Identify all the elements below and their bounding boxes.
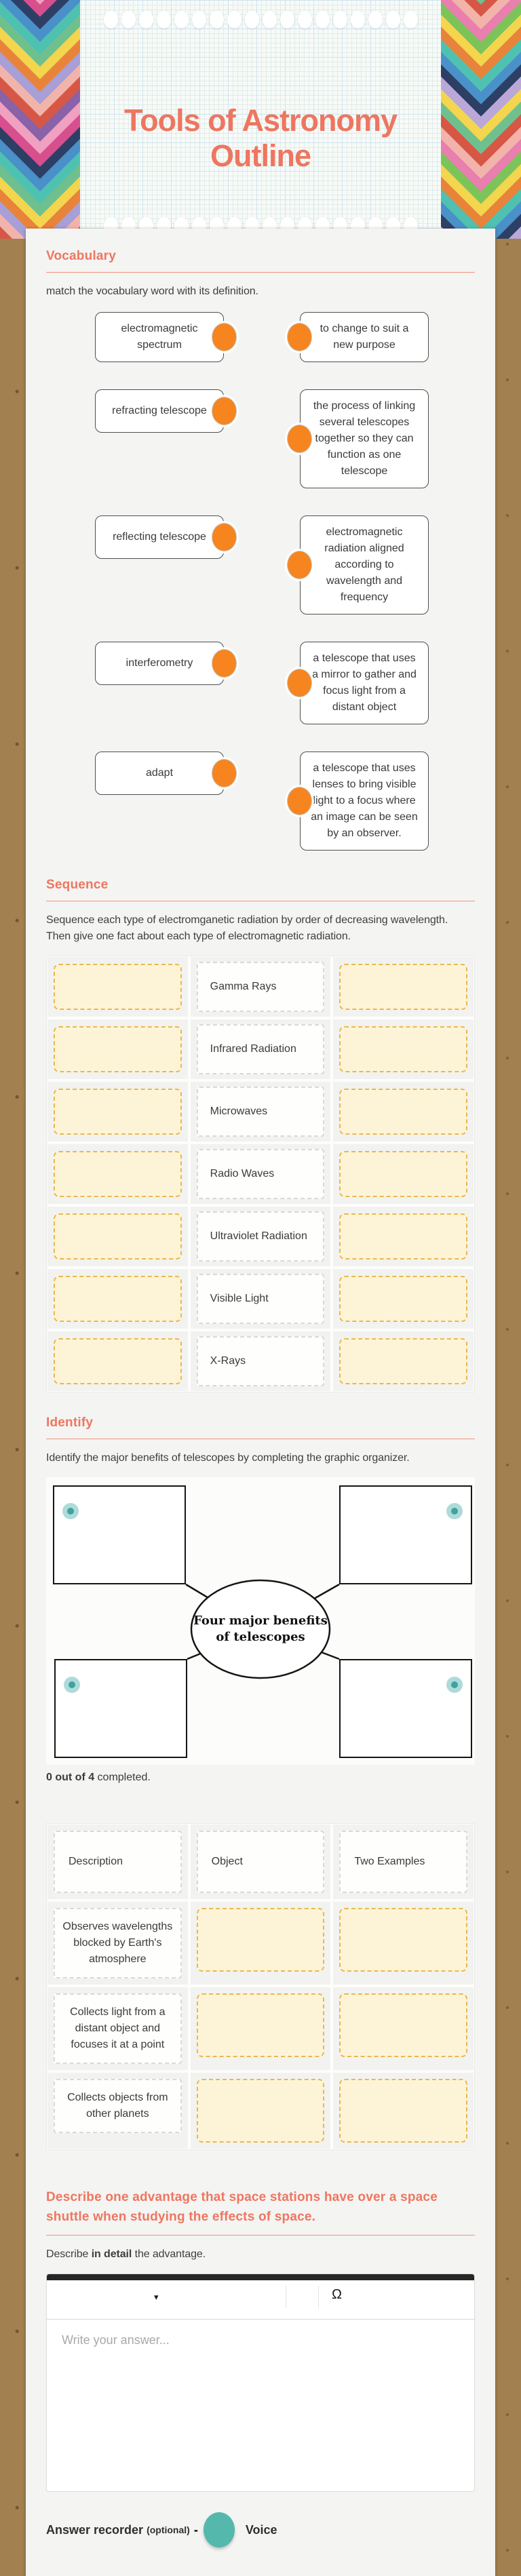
organizer-center-label: Four major benefits of telescopes [193,1613,328,1644]
fact-dropzone[interactable] [339,1338,467,1384]
connector-dot-icon[interactable] [212,649,237,678]
connector-dot-icon[interactable] [287,787,312,815]
describe-instruction [46,2246,475,2263]
order-dropzone[interactable] [54,964,182,1010]
order-dropzone[interactable] [54,1338,182,1384]
connector-dot-icon[interactable] [212,323,237,351]
definition-label: to change to suit a new purpose [320,323,409,351]
order-dropzone[interactable] [54,1089,182,1135]
fact-dropzone[interactable] [339,964,467,1010]
term-box [95,312,224,362]
editor-top-bar [47,2274,474,2280]
special-character-omega-icon[interactable]: Ω [332,2287,342,2302]
editor-toolbar [47,2280,474,2320]
definition-box [300,312,429,362]
definition-box [300,389,429,488]
object-dropzone[interactable] [197,1908,325,1972]
column-header: Two Examples [339,1831,467,1893]
drop-target-dot-icon [446,1503,463,1519]
connector-dot-icon[interactable] [212,523,237,551]
connector-dot-icon[interactable] [212,397,237,425]
recorder-dash: - [193,2522,198,2537]
worksheet-card [26,229,495,2576]
sequence-instruction: Sequence each type of electromganetic radiation by order of decreasing wavelength. Then give one fact about each type of electromagnetic radiation. [46,914,448,942]
answer-recorder [46,2512,475,2548]
page-title: Tools of Astronomy Outline [124,103,397,173]
describe-section [46,2188,475,2548]
describe-heading: Describe one advantage that space stations have over a space shuttle when studying the effects of space. [46,2190,438,2224]
term-label: electromagnetic spectrum [121,323,198,351]
connector-dot-icon[interactable] [287,669,312,697]
term-box [95,389,224,433]
instruction-suffix: the advantage. [132,2248,206,2260]
benefit-box[interactable] [339,1659,472,1758]
recorder-label: Answer recorder [46,2522,144,2537]
fact-dropzone[interactable] [339,1276,467,1322]
column-header: Object [197,1831,325,1893]
definition-box [300,642,429,724]
definition-box [300,752,429,851]
progress-suffix: completed. [94,1772,151,1783]
radiation-label: Ultraviolet Radiation [197,1211,325,1262]
examples-dropzone[interactable] [339,1993,467,2057]
sequence-row [47,1269,474,1329]
identify-heading: Identify [46,1416,94,1430]
sequence-row [47,1082,474,1141]
table-header-row [47,1824,474,1899]
order-dropzone[interactable] [54,1026,182,1072]
chevron-stripe [40,0,80,239]
order-dropzone[interactable] [54,1151,182,1197]
match-row [46,312,475,362]
graphic-organizer [46,1477,475,1765]
radiation-label: Radio Waves [197,1149,325,1199]
benefit-box[interactable] [53,1485,186,1584]
term-box [95,642,224,685]
drop-target-dot-icon [64,1677,80,1693]
voice-record-button[interactable] [204,2512,235,2548]
term-label: interferometry [126,657,193,669]
match-row [46,752,475,851]
definition-box [300,515,429,614]
table-row [47,1902,474,1985]
sequence-row [47,957,474,1017]
connector-dot-icon[interactable] [287,551,312,579]
description-label: Observes wavelengths blocked by Earth's atmosphere [54,1908,182,1978]
format-dropdown-caret-icon[interactable]: ▾ [154,2292,159,2302]
rich-text-editor [46,2273,475,2492]
sequence-row [47,1331,474,1391]
answer-textarea[interactable] [47,2320,474,2488]
definition-label: electromagnetic radiation aligned according to wavelength and frequency [324,526,404,603]
object-dropzone[interactable] [197,2079,325,2143]
examples-dropzone[interactable] [339,2079,467,2143]
term-label: adapt [145,767,174,779]
sequence-heading: Sequence [46,878,109,892]
radiation-label: Microwaves [197,1087,325,1137]
instruction-bold: in detail [91,2248,132,2260]
description-table [46,1823,475,2150]
scallop-border-top [85,11,436,28]
chevron-stripe [0,0,40,239]
sequence-row [47,1019,474,1079]
progress-count: 0 out of 4 [46,1772,95,1783]
order-dropzone[interactable] [54,1276,182,1322]
fact-dropzone[interactable] [339,1089,467,1135]
sequence-row [47,1144,474,1204]
fact-dropzone[interactable] [339,1213,467,1260]
radiation-label: X-Rays [197,1336,325,1386]
table-row [47,1987,474,2070]
toolbar-divider [318,2286,319,2308]
table-row [47,2073,474,2149]
definition-label: a telescope that uses lenses to bring visible light to a focus where an image can be seen by an observer. [311,762,418,839]
column-header: Description [54,1831,182,1893]
description-label: Collects light from a distant object and focuses it at a point [54,1993,182,2064]
recorder-optional-label: (optional) [147,2524,190,2535]
match-row [46,389,475,488]
section-divider [46,272,475,273]
term-box [95,752,224,795]
sequence-table [46,956,475,1392]
drop-target-dot-icon [446,1677,463,1693]
radiation-label: Gamma Rays [197,962,325,1012]
chevron-pattern-left [0,0,80,239]
vocabulary-matching [46,312,475,851]
chevron-pattern-right [441,0,521,239]
object-dropzone[interactable] [197,1993,325,2057]
radiation-label: Visible Light [197,1274,325,1324]
connector-dot-icon[interactable] [287,425,312,453]
term-label: reflecting telescope [113,531,206,543]
benefit-box[interactable] [54,1659,187,1758]
description-label: Collects objects from other planets [54,2079,182,2133]
section-divider [46,2235,475,2236]
chevron-stripe [441,0,481,239]
match-row [46,515,475,614]
term-label: refracting telescope [112,405,207,416]
sequence-row [47,1207,474,1266]
term-box [95,515,224,559]
header-banner [0,0,521,239]
vocabulary-heading: Vocabulary [46,249,117,263]
match-row [46,642,475,724]
progress-status [46,1772,475,1784]
voice-label: Voice [245,2522,277,2537]
examples-dropzone[interactable] [339,1908,467,1972]
fact-dropzone[interactable] [339,1151,467,1197]
benefit-box[interactable] [339,1485,472,1584]
definition-label: the process of linking several telescopes together so they can function as one telescope [313,400,416,477]
fact-dropzone[interactable] [339,1026,467,1072]
vocabulary-instruction: match the vocabulary word with its definition. [46,286,258,297]
radiation-label: Infrared Radiation [197,1024,325,1074]
drop-target-dot-icon [62,1503,79,1519]
connector-dot-icon[interactable] [212,759,237,787]
definition-label: a telescope that uses a mirror to gather and focus light from a distant object [312,652,417,713]
connector-dot-icon[interactable] [287,323,312,351]
chevron-stripe [481,0,521,239]
identify-instruction: Identify the major benefits of telescopes by completing the graphic organizer. [46,1452,410,1464]
order-dropzone[interactable] [54,1213,182,1260]
instruction-prefix: Describe [46,2248,92,2260]
